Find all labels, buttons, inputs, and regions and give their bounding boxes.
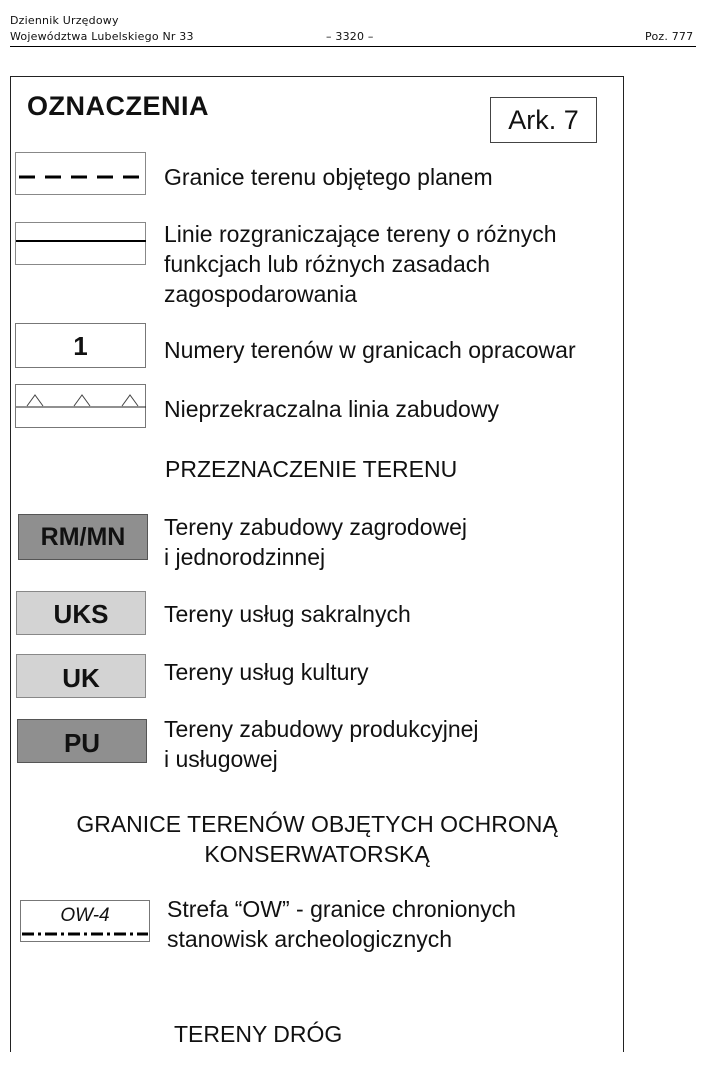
demarcation-line-label-2: funkcjach lub różnych zasadach <box>164 251 491 277</box>
legend-title: OZNACZENIA <box>27 91 209 121</box>
page-number: – 3320 – <box>326 30 374 43</box>
position-number: Poz. 777 <box>645 30 694 43</box>
pu-label-2: i usługowej <box>164 746 278 772</box>
area-number-label: Numery terenów w granicach opracowar <box>164 337 576 363</box>
building-line-symbol <box>15 384 146 428</box>
demarcation-line-label-1: Linie rozgraniczające tereny o różnych <box>164 221 557 247</box>
demarcation-line-symbol <box>15 222 146 265</box>
rm-mn-code: RM/MN <box>40 523 126 551</box>
rm-mn-label-1: Tereny zabudowy zagrodowej <box>164 514 468 540</box>
pu-symbol <box>17 719 147 763</box>
building-line-icon <box>15 384 146 428</box>
uk-label: Tereny usług kultury <box>164 659 369 685</box>
ow-zone-code: OW-4 <box>60 905 110 926</box>
ow-zone-label-1: Strefa “OW” - granice chronionych <box>167 896 516 922</box>
header-rule <box>10 46 696 47</box>
journal-title-line2: Województwa Lubelskiego Nr 33 <box>10 30 194 43</box>
uks-label: Tereny usług sakralnych <box>164 601 411 627</box>
area-number-value: 1 <box>73 331 88 361</box>
legend-frame <box>10 76 624 1052</box>
area-number-symbol <box>15 323 146 368</box>
sheet-label: Ark. 7 <box>508 105 579 135</box>
uks-code: UKS <box>53 599 109 629</box>
uk-code: UK <box>62 663 100 693</box>
purpose-heading: PRZEZNACZENIE TERENU <box>165 456 458 482</box>
roads-heading: TERENY DRÓG <box>174 1021 343 1047</box>
ow-zone-label-2: stanowisk archeologicznych <box>167 926 453 952</box>
sheet-box <box>490 97 597 143</box>
plan-boundary-symbol <box>15 152 146 195</box>
dashed-line-icon <box>15 152 146 195</box>
journal-title-line1: Dziennik Urzędowy <box>10 14 119 27</box>
ow-zone-symbol <box>20 900 150 942</box>
rm-mn-label-2: i jednorodzinnej <box>164 544 326 570</box>
pu-code: PU <box>63 728 101 758</box>
solid-line-icon <box>15 222 146 265</box>
plan-boundary-label: Granice terenu objętego planem <box>164 164 493 190</box>
building-line-label: Nieprzekraczalna linia zabudowy <box>164 396 499 422</box>
conservation-heading-1: GRANICE TERENÓW OBJĘTYCH OCHRONĄ <box>76 811 558 837</box>
uk-symbol <box>16 654 146 698</box>
pu-label-1: Tereny zabudowy produkcyjnej <box>164 716 479 742</box>
rm-mn-symbol <box>18 514 148 560</box>
uks-symbol <box>16 591 146 635</box>
demarcation-line-label-3: zagospodarowania <box>164 281 358 307</box>
conservation-heading-2: KONSERWATORSKĄ <box>204 841 430 867</box>
